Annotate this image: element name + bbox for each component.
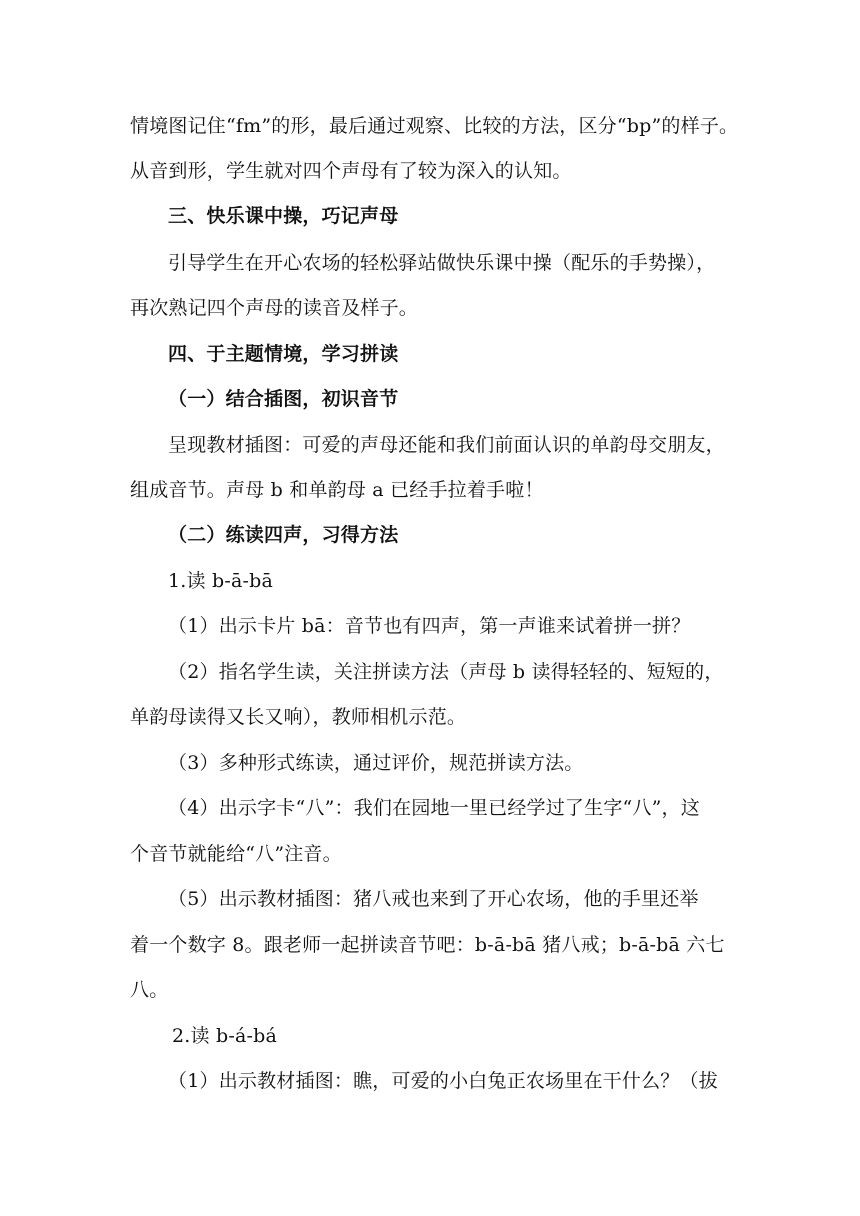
paragraph-line: 呈现教材插图：可爱的声母还能和我们前面认识的单韵母交朋友， xyxy=(168,434,725,456)
list-item: （2）指名学生读，关注拼读方法（声母 b 读得轻轻的、短短的， xyxy=(168,661,724,683)
paragraph-line: 个音节就能给“八”注音。 xyxy=(130,843,342,865)
list-item: （4）出示字卡“八”：我们在园地一里已经学过了生字“八”，这 xyxy=(168,797,700,819)
list-heading: 2.读 b-á-bá xyxy=(172,1025,277,1047)
paragraph-line: 情境图记住“fm”的形，最后通过观察、比较的方法，区分“bp”的样子。 xyxy=(130,115,739,137)
section-heading: 四、于主题情境，学习拼读 xyxy=(168,343,399,365)
paragraph-line: 单韵母读得又长又响），教师相机示范。 xyxy=(130,706,467,728)
paragraph-line: 着一个数字 8。跟老师一起拼读音节吧：b-ā-bā 猪八戒；b-ā-bā 六七 xyxy=(130,934,725,956)
subsection-heading: （二）练读四声，习得方法 xyxy=(168,524,399,546)
list-item: （5）出示教材插图：猪八戒也来到了开心农场，他的手里还举 xyxy=(168,888,699,910)
paragraph-line: 从音到形，学生就对四个声母有了较为深入的认知。 xyxy=(130,160,572,182)
list-item: （1）出示教材插图：瞧，可爱的小白兔正农场里在干什么？（拔 xyxy=(168,1070,718,1092)
paragraph-line: 八。 xyxy=(130,979,169,1001)
paragraph-line: 组成音节。声母 b 和单韵母 a 已经手拉着手啦！ xyxy=(130,479,544,501)
list-heading: 1.读 b-ā-bā xyxy=(168,570,273,592)
paragraph-line: 引导学生在开心农场的轻松驿站做快乐课中操（配乐的手势操）， xyxy=(168,252,716,274)
section-heading: 三、快乐课中操，巧记声母 xyxy=(168,205,399,227)
paragraph-line: 再次熟记四个声母的读音及样子。 xyxy=(130,297,419,319)
list-item: （3）多种形式练读，通过评价，规范拼读方法。 xyxy=(168,752,584,774)
list-item: （1）出示卡片 bā：音节也有四声，第一声谁来试着拼一拼？ xyxy=(168,615,691,637)
subsection-heading: （一）结合插图，初识音节 xyxy=(168,388,399,410)
